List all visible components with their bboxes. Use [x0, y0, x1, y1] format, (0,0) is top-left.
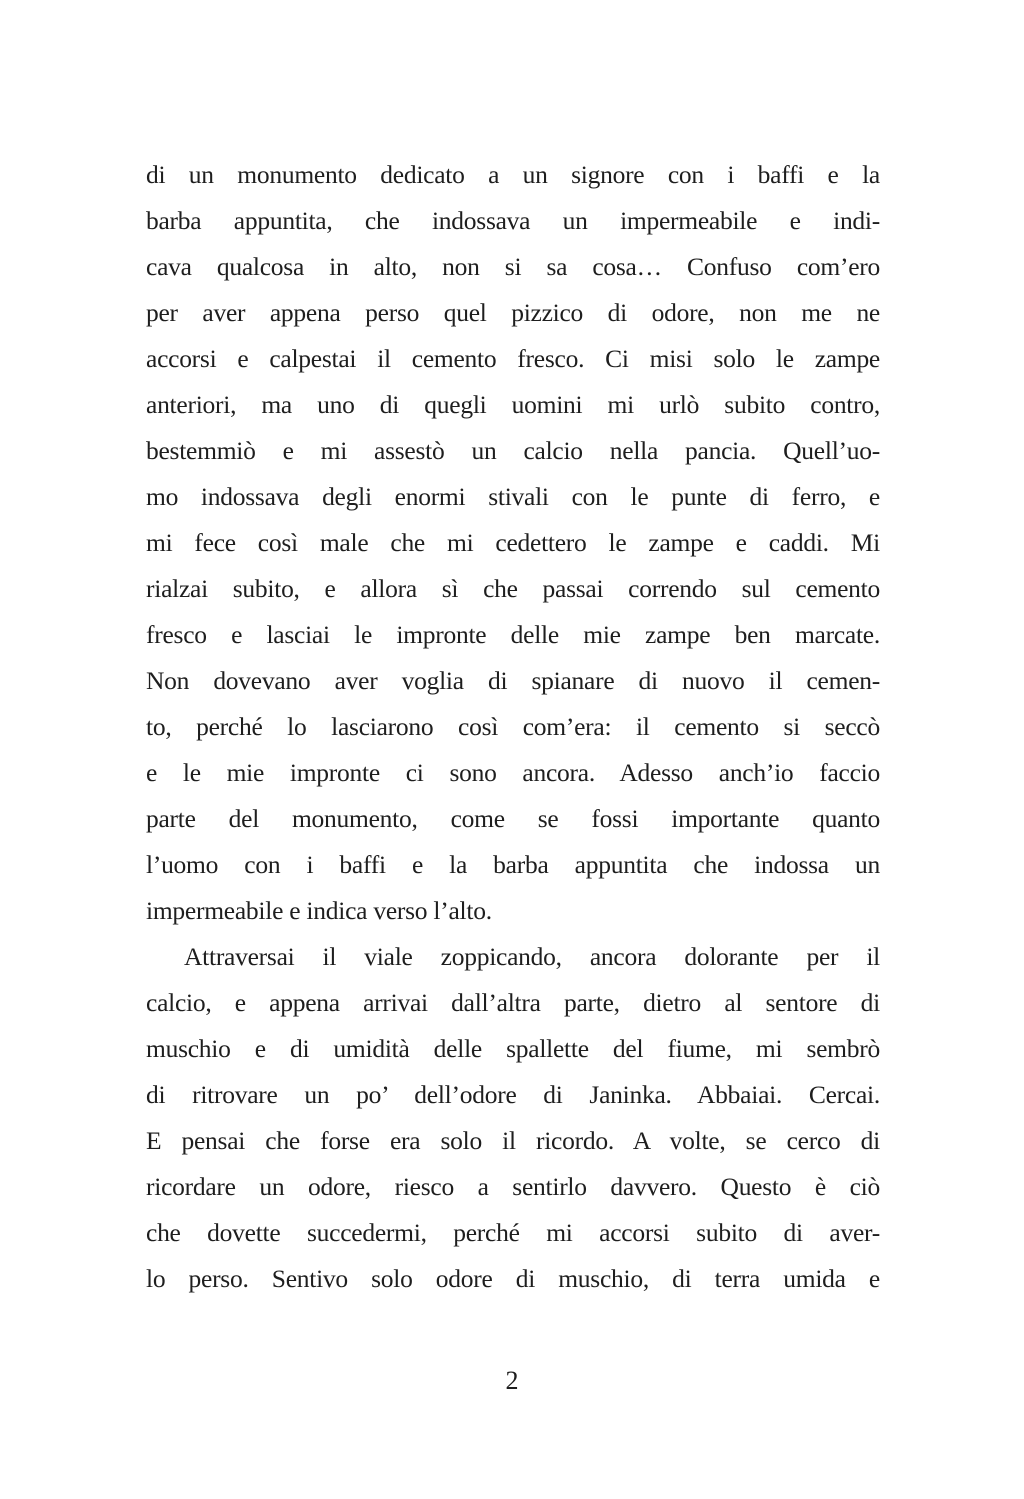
text-line: mo indossava degli enormi stivali con le punte di ferro, e: [146, 482, 880, 511]
text-line: rialzai subito, e allora sì che passai correndo sul cemento: [146, 574, 880, 603]
text-line: Attraversai il viale zoppicando, ancora dolorante per il: [184, 942, 880, 971]
text-line: accorsi e calpestai il cemento fresco. Ci misi solo le zampe: [146, 344, 880, 373]
text-line: mi fece così male che mi cedettero le zampe e caddi. Mi: [146, 528, 880, 557]
text-line: to, perché lo lasciarono così com’era: il cemento si seccò: [146, 712, 880, 741]
text-line: per aver appena perso quel pizzico di odore, non me ne: [146, 298, 880, 327]
text-line: Non dovevano aver voglia di spianare di nuovo il cemen-: [146, 666, 880, 695]
text-line: anteriori, ma uno di quegli uomini mi urlò subito contro,: [146, 390, 880, 419]
text-line: parte del monumento, come se fossi importante quanto: [146, 804, 880, 833]
text-line: barba appuntita, che indossava un impermeabile e indi-: [146, 206, 880, 235]
text-line: bestemmiò e mi assestò un calcio nella pancia. Quell’uo-: [146, 436, 880, 465]
text-line: impermeabile e indica verso l’alto.: [146, 896, 492, 925]
text-line: muschio e di umidità delle spallette del fiume, mi sembrò: [146, 1034, 880, 1063]
text-block: [146, 152, 880, 1302]
text-line: di un monumento dedicato a un signore con i baffi e la: [146, 160, 880, 189]
text-line: l’uomo con i baffi e la barba appuntita che indossa un: [146, 850, 880, 879]
text-line: fresco e lasciai le impronte delle mie zampe ben marcate.: [146, 620, 880, 649]
text-line: lo perso. Sentivo solo odore di muschio, di terra umida e: [146, 1264, 880, 1293]
text-line: E pensai che forse era solo il ricordo. A volte, se cerco di: [146, 1126, 880, 1155]
text-line: ricordare un odore, riesco a sentirlo davvero. Questo è ciò: [146, 1172, 880, 1201]
paragraph: [146, 152, 880, 934]
paragraph: [146, 934, 880, 1302]
text-line: di ritrovare un po’ dell’odore di Janinka. Abbaiai. Cercai.: [146, 1080, 880, 1109]
text-line: calcio, e appena arrivai dall’altra parte, dietro al sentore di: [146, 988, 880, 1017]
text-line: e le mie impronte ci sono ancora. Adesso anch’io faccio: [146, 758, 880, 787]
text-line: cava qualcosa in alto, non si sa cosa… Confuso com’ero: [146, 252, 880, 281]
text-line: che dovette succedermi, perché mi accorsi subito di aver-: [146, 1218, 880, 1247]
page-number: 2: [505, 1366, 519, 1395]
